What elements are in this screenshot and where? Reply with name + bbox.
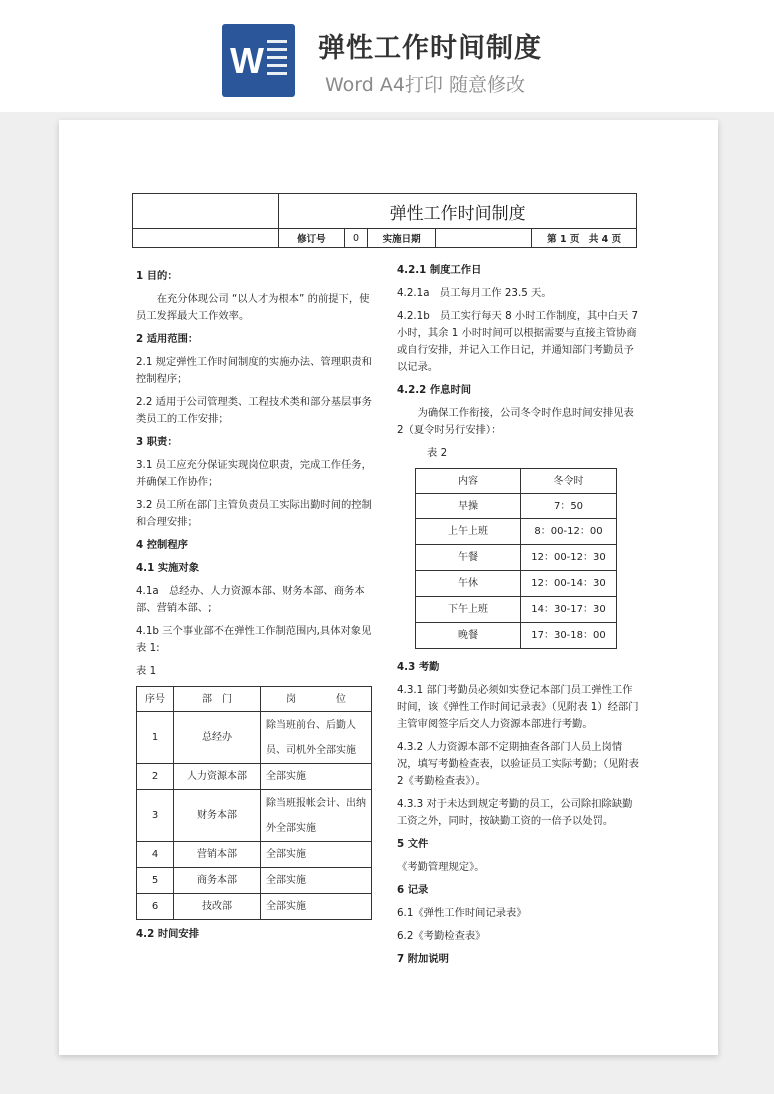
table-cell: 14：30-17：30 (521, 597, 617, 623)
table-cell: 上午上班 (416, 519, 521, 545)
table-cell: 午休 (416, 571, 521, 597)
table-row (416, 623, 617, 649)
section-4-3-3: 4.3.3 对于未达到规定考勤的员工，公司除扣除缺勤工资之外，同时，按缺勤工资的一倍予以处罚。 (397, 798, 633, 827)
section-1-text: 在充分体现公司 “以人才为根本” 的前提下，使员工发挥最大工作效率。 (136, 293, 370, 322)
section-4-title: 4 控制程序 (136, 539, 188, 551)
revision-label: 修订号 (279, 229, 344, 248)
date-label: 实施日期 (368, 229, 435, 248)
banner-title: 弹性工作时间制度 (318, 33, 542, 64)
logo-cell (133, 194, 279, 229)
section-4-2-1a: 4.2.1a 员工每月工作 23.5 天。 (397, 287, 552, 299)
table-cell: 财务本部 (174, 790, 261, 842)
table-cell: 8：00-12：00 (521, 519, 617, 545)
table-cell: 全部实施 (261, 764, 372, 790)
banner-subtitle: Word A4打印 随意修改 (325, 74, 526, 96)
section-7-title: 7 附加说明 (397, 953, 449, 965)
table-cell: 营销本部 (174, 842, 261, 868)
section-4-1b: 4.1b 三个事业部不在弹性工作制范围内,具体对象见表 1: (136, 625, 372, 654)
table-cell: 4 (137, 842, 174, 868)
table-cell: 全部实施 (261, 868, 372, 894)
section-6-title: 6 记录 (397, 884, 429, 896)
left-column (136, 268, 378, 949)
table-row (416, 519, 617, 545)
table-2 (415, 468, 617, 649)
table-cell: 人力资源本部 (174, 764, 261, 790)
table-row (137, 764, 372, 790)
table-1-header: 部 门 (174, 687, 261, 712)
table-1-caption: 表 1 (136, 665, 157, 677)
section-4-2-2-title: 4.2.2 作息时间 (397, 384, 472, 396)
header-table (132, 193, 637, 248)
table-cell: 午餐 (416, 545, 521, 571)
section-4-2-title: 4.2 时间安排 (136, 928, 200, 940)
table-1-header: 岗 位 (261, 687, 372, 712)
table-row (137, 894, 372, 920)
table-cell: 6 (137, 894, 174, 920)
table-cell: 7：50 (521, 494, 617, 519)
banner (0, 0, 774, 112)
table-2-caption: 表 2 (427, 447, 448, 459)
section-3-1: 3.1 员工应充分保证实现岗位职责，完成工作任务，并确保工作协作； (136, 459, 372, 488)
table-cell: 除当班报帐会计、出纳外全部实施 (261, 790, 372, 842)
table-cell: 技改部 (174, 894, 261, 920)
section-3-title: 3 职责： (136, 436, 178, 448)
table-row (416, 597, 617, 623)
table-cell: 12：00-12：30 (521, 545, 617, 571)
section-1-title: 1 目的： (136, 270, 178, 282)
section-4-2-1-title: 4.2.1 制度工作日 (397, 264, 482, 276)
doc-title: 弹性工作时间制度 (279, 194, 637, 229)
word-icon (222, 24, 295, 97)
section-6-1: 6.1《弹性工作时间记录表》 (397, 907, 527, 919)
table-cell: 17：30-18：00 (521, 623, 617, 649)
table-cell: 全部实施 (261, 842, 372, 868)
section-4-1a: 4.1a 总经办、人力资源本部、财务本部、商务本部、营销本部、; (136, 585, 365, 614)
table-row (137, 712, 372, 764)
section-4-2-2-text: 为确保工作衔接，公司冬令时作息时间安排见表 2（夏令时另行安排）： (397, 407, 634, 436)
table-2-header: 内容 (416, 469, 521, 494)
section-5-text: 《考勤管理规定》。 (397, 861, 485, 873)
table-1 (136, 686, 372, 920)
table-cell: 全部实施 (261, 894, 372, 920)
table-cell: 12：00-14：30 (521, 571, 617, 597)
section-4-3-2: 4.3.2 人力资源本部不定期抽查各部门人员上岗情况，填写考勤检查表，以验证员工实际考勤；（见附表 2《考勤检查表》）。 (397, 741, 639, 787)
table-row (137, 790, 372, 842)
section-2-2: 2.2 适用于公司管理类、工程技术类和部分基层事务类员工的工作安排； (136, 396, 372, 425)
section-4-3-1: 4.3.1 部门考勤员必须如实登记本部门员工弹性工作时间，该《弹性工作时间记录表》（见附表 1）经部门主管审阅签字后交人力资源本部进行考勤。 (397, 684, 639, 730)
revision-value: 0 (344, 229, 368, 248)
date-value (435, 229, 531, 248)
table-cell: 除当班前台、后勤人员、司机外全部实施 (261, 712, 372, 764)
page-info: 第 1 页 共 4 页 (532, 229, 637, 248)
section-5-title: 5 文件 (397, 838, 429, 850)
table-row (137, 868, 372, 894)
table-row (416, 571, 617, 597)
table-cell: 下午上班 (416, 597, 521, 623)
table-row (416, 545, 617, 571)
table-cell: 晚餐 (416, 623, 521, 649)
section-4-1-title: 4.1 实施对象 (136, 562, 200, 574)
section-3-2: 3.2 员工所在部门主管负责员工实际出勤时间的控制和合理安排； (136, 499, 372, 528)
table-row (416, 494, 617, 519)
table-cell: 1 (137, 712, 174, 764)
table-2-header: 冬令时 (521, 469, 617, 494)
table-row (137, 842, 372, 868)
table-1-header: 序号 (137, 687, 174, 712)
section-4-2-1b: 4.2.1b 员工实行每天 8 小时工作制度，其中白天 7 小时，其余 1 小时时间可以根据需要与直接主管协商或自行安排，并记入工作日记，并通知部门考勤员予以记录。 (397, 310, 639, 373)
section-2-1: 2.1 规定弹性工作时间制度的实施办法、管理职责和控制程序； (136, 356, 372, 385)
table-cell: 商务本部 (174, 868, 261, 894)
document-page (59, 120, 718, 1055)
section-2-title: 2 适用范围： (136, 333, 199, 345)
table-cell: 5 (137, 868, 174, 894)
right-column (397, 262, 640, 974)
table-cell: 总经办 (174, 712, 261, 764)
word-icon-letter: W (230, 40, 264, 81)
table-cell: 早操 (416, 494, 521, 519)
table-cell: 3 (137, 790, 174, 842)
section-4-3-title: 4.3 考勤 (397, 661, 440, 673)
table-cell: 2 (137, 764, 174, 790)
section-6-2: 6.2《考勤检查表》 (397, 930, 486, 942)
